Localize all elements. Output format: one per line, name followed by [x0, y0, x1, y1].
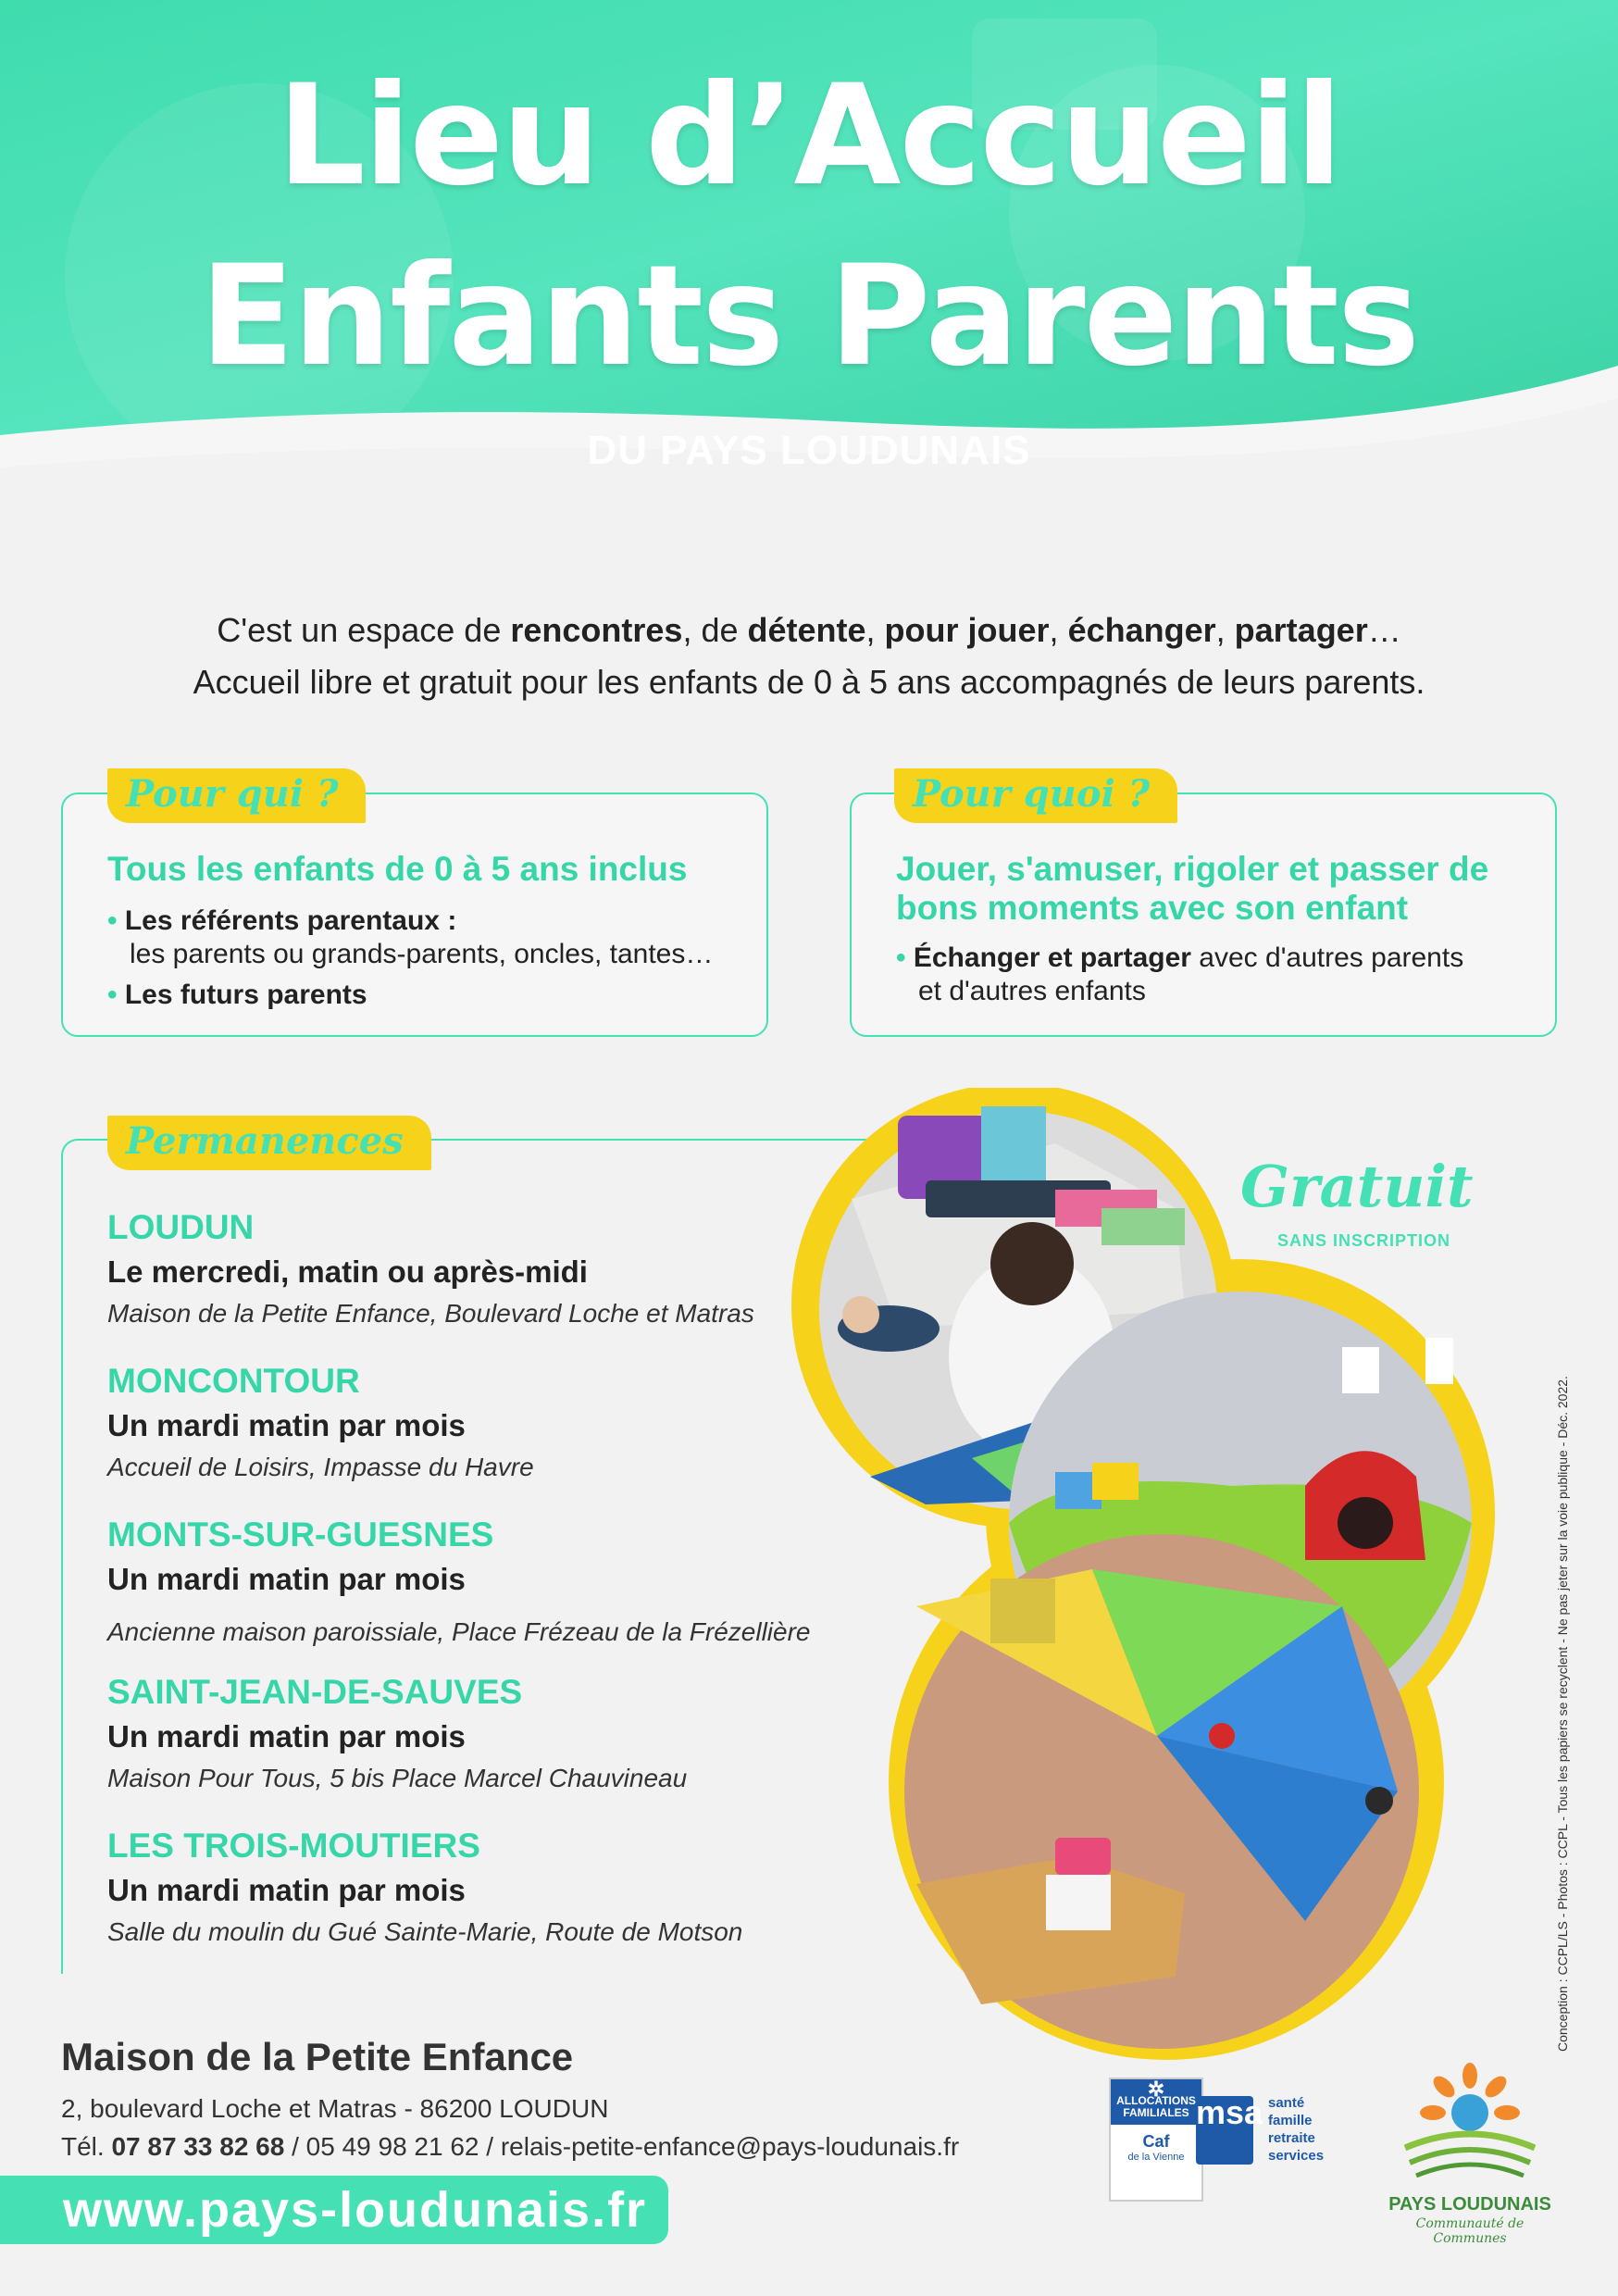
- website-link[interactable]: www.pays-loudunais.fr: [63, 2182, 648, 2238]
- town-schedule: Un mardi matin par mois: [107, 1408, 466, 1442]
- msa-logo: [1196, 2094, 1335, 2168]
- pour-quoi-title-1: Jouer, s'amuser, rigoler et passer de: [896, 850, 1489, 888]
- msa-words: [1268, 2094, 1324, 2165]
- caf-logo-header: [1111, 2079, 1201, 2125]
- pour-quoi-bullet-1-line2: et d'autres enfants: [918, 976, 1146, 1006]
- caf-name: Caf: [1142, 2132, 1170, 2151]
- msa-word: santé: [1268, 2095, 1305, 2111]
- bullet-text: avec d'autres parents: [1190, 942, 1464, 973]
- pour-qui-title: Tous les enfants de 0 à 5 ans inclus: [107, 850, 688, 888]
- intro-bold: échanger: [1067, 611, 1216, 649]
- pour-qui-bullet-1-detail: les parents ou grands-parents, oncles, tantes…: [130, 939, 714, 969]
- town-name: LES TROIS-MOUTIERS: [107, 1827, 480, 1865]
- town-schedule: Un mardi matin par mois: [107, 1562, 466, 1596]
- caf-logo: [1109, 2078, 1203, 2202]
- bullet-bold: Les référents parentaux :: [124, 905, 457, 936]
- permanence-item: [107, 1208, 903, 1362]
- town-name: LOUDUN: [107, 1208, 255, 1246]
- town-location: Salle du moulin du Gué Sainte-Marie, Route de Motson: [107, 1917, 743, 1946]
- caf-line-1: ALLOCATIONS: [1116, 2094, 1196, 2107]
- msa-word: famille: [1268, 2113, 1313, 2128]
- intro-text: …: [1367, 611, 1401, 649]
- town-name: SAINT-JEAN-DE-SAUVES: [107, 1673, 523, 1711]
- intro-text: ,: [865, 611, 885, 649]
- bullet-dot-icon: •: [107, 980, 118, 1010]
- subtitle: DU PAYS LOUDUNAIS: [587, 428, 1031, 473]
- bullet-bold: Les futurs parents: [124, 980, 367, 1010]
- town-location: Accueil de Loisirs, Impasse du Havre: [107, 1453, 534, 1481]
- credit-text-vertical: [1551, 1376, 1574, 2055]
- pour-qui-bullet-2: [107, 980, 367, 1011]
- header-banner: [0, 0, 1618, 518]
- town-location: Maison de la Petite Enfance, Boulevard Loche et Matras: [107, 1299, 754, 1328]
- pour-qui-box: [61, 792, 768, 1037]
- pays-loudunais-name: PAYS LOUDUNAIS: [1388, 2194, 1551, 2215]
- permanence-item: [107, 1362, 903, 1516]
- town-location: Maison Pour Tous, 5 bis Place Marcel Chauvineau: [107, 1764, 688, 1792]
- title-line-2: Enfants Parents: [199, 236, 1419, 397]
- footer-contact: [61, 2132, 959, 2162]
- gratuit-badge: Gratuit: [1240, 1153, 1474, 1220]
- caf-sub: de la Vienne: [1127, 2152, 1185, 2163]
- intro-line-1: [0, 611, 1618, 650]
- caf-line-2: FAMILIALES: [1123, 2106, 1189, 2119]
- bullet-dot-icon: •: [107, 905, 118, 936]
- town-schedule: Un mardi matin par mois: [107, 1873, 466, 1907]
- msa-word: retraite: [1268, 2130, 1315, 2146]
- town-location: Ancienne maison paroissiale, Place Frézeau de la Frézellière: [107, 1617, 811, 1646]
- intro-bold: pour jouer: [884, 611, 1050, 649]
- caf-star-icon: ✲: [1147, 2078, 1165, 2101]
- bullet-bold: Échanger et partager: [913, 942, 1191, 973]
- intro-line-2: Accueil libre et gratuit pour les enfants de 0 à 5 ans accompagnés de leurs parents.: [193, 663, 1425, 701]
- intro-bold: partager: [1234, 611, 1368, 649]
- intro-text: ,: [1049, 611, 1068, 649]
- sans-inscription-label: SANS INSCRIPTION: [1277, 1231, 1451, 1250]
- credit-text: Conception : CCPL/LS - Photos : CCPL - Tous les papiers se recyclent - Ne pas jeter sur la voie publique - Déc. 2022.: [1555, 1376, 1570, 2052]
- intro-bold: rencontres: [510, 611, 683, 649]
- pays-loudunais-sub: Communauté de Communes: [1415, 2216, 1525, 2246]
- pour-quoi-box: [850, 792, 1557, 1037]
- town-schedule: Un mardi matin par mois: [107, 1719, 466, 1753]
- permanence-item: [107, 1516, 903, 1673]
- footer-maison: Maison de la Petite Enfance: [61, 2035, 574, 2078]
- msa-word: services: [1268, 2148, 1325, 2164]
- pour-quoi-bullet-1: [896, 942, 1463, 974]
- intro-bold: détente: [747, 611, 866, 649]
- intro-text: ,: [1215, 611, 1235, 649]
- phone-link[interactable]: 07 87 33 82 68: [111, 2132, 285, 2161]
- town-name: MONCONTOUR: [107, 1362, 360, 1400]
- msa-mark: msa: [1196, 2096, 1253, 2165]
- tel-label: Tél.: [61, 2132, 112, 2161]
- pour-qui-tag: Pour qui ?: [107, 768, 366, 823]
- town-schedule: Le mercredi, matin ou après-midi: [107, 1254, 588, 1289]
- contact-rest[interactable]: / 05 49 98 21 62 / relais-petite-enfance@pays-loudunais.fr: [284, 2132, 960, 2161]
- intro-text: C'est un espace de: [217, 611, 511, 649]
- photo-play-mat: [904, 1534, 1419, 2049]
- town-name: MONTS-SUR-GUESNES: [107, 1516, 494, 1554]
- pour-qui-bullet-1: [107, 905, 456, 937]
- bullet-dot-icon: •: [896, 942, 906, 973]
- intro-text: , de: [682, 611, 748, 649]
- permanence-item: [107, 1673, 903, 1827]
- permanences-tag: Permanences: [107, 1116, 431, 1170]
- permanence-item: [107, 1827, 903, 1980]
- pour-quoi-tag: Pour quoi ?: [894, 768, 1177, 823]
- title-line-1: Lieu d’Accueil: [277, 56, 1341, 217]
- permanences-list: [107, 1208, 903, 1980]
- footer-address: 2, boulevard Loche et Matras - 86200 LOUDUN: [61, 2094, 609, 2123]
- pour-quoi-title-2: bons moments avec son enfant: [896, 889, 1409, 927]
